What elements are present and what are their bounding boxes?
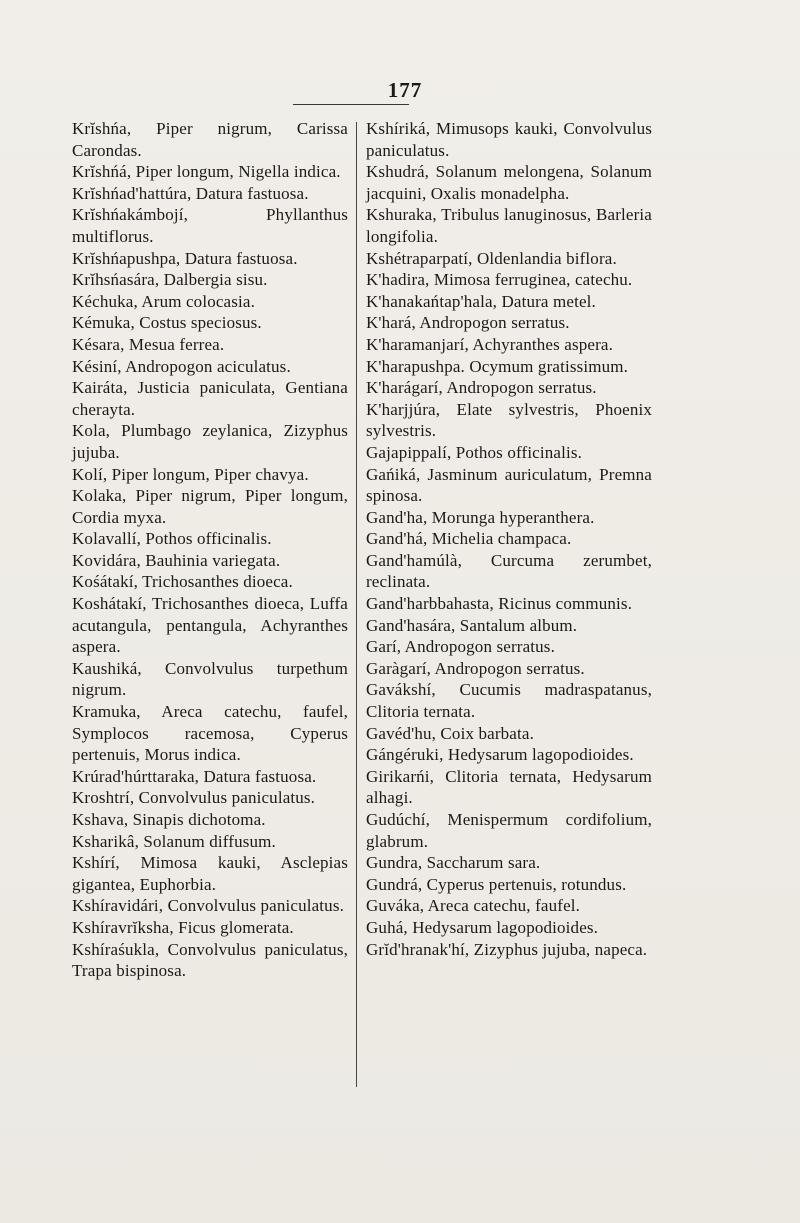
dictionary-entry: Guváka, Areca catechu, faufel.	[366, 896, 581, 916]
dictionary-entry: Gand'hasára, Santalum album.	[366, 615, 578, 635]
left-column	[72, 118, 348, 982]
dictionary-entry: Gavéd'hu, Coix barbata.	[366, 723, 534, 743]
dictionary-entry: Gand'há, Michelia champaca.	[366, 529, 572, 549]
dictionary-entry: Gajapippalí, Pothos officinalis.	[366, 442, 583, 462]
dictionary-entry: Kolaka, Piper nigrum, Piper longum, Cordia myxa.	[72, 486, 348, 527]
dictionary-entry: Krĭshńad'hattúra, Datura fastuosa.	[72, 183, 309, 203]
header-rule	[293, 104, 409, 105]
dictionary-entry: Krĭshńa, Piper nigrum, Carissa Carondas.	[72, 119, 348, 160]
dictionary-entry: Grĭd'hranak'hí, Zizyphus jujuba, napeca.	[366, 939, 648, 959]
dictionary-entry: Gand'ha, Morunga hyperanthera.	[366, 507, 595, 527]
dictionary-entry: Kshíraśukla, Convolvulus paniculatus, Trapa bispinosa.	[72, 939, 348, 981]
dictionary-entry: Kairáta, Justicia paniculata, Gentiana cherayta.	[72, 378, 348, 419]
dictionary-entry: Krĭshńakámbojí, Phyllanthus multiflorus.	[72, 205, 348, 246]
dictionary-entry: Kshava, Sinapis dichotoma.	[72, 810, 266, 829]
dictionary-entry: Kovidára, Bauhinia variegata.	[72, 550, 281, 570]
dictionary-entry: Kshudrá, Solanum melongena, Solanum jacquini, Oxalis monadelpha.	[366, 162, 652, 203]
dictionary-entry: Kshétraparpatí, Oldenlandia biflora.	[366, 248, 617, 268]
dictionary-entry: Guhá, Hedysarum lagopodioides.	[366, 917, 599, 937]
dictionary-entry: Kola, Plumbago zeylanica, Zizyphus jujuba.	[72, 421, 348, 462]
dictionary-entry: Kshuraka, Tribulus lanuginosus, Barleria longifolia.	[366, 205, 652, 246]
dictionary-entry: Gángéruki, Hedysarum lagopodioides.	[366, 745, 634, 765]
dictionary-entry: Késiní, Andropogon aciculatus.	[72, 356, 291, 376]
dictionary-entry: Krĭshńapushpa, Datura fastuosa.	[72, 248, 298, 268]
dictionary-entry: K'hará, Andropogon serratus.	[366, 313, 570, 333]
dictionary-entry: Krúrad'húrttaraka, Datura fastuosa.	[72, 766, 317, 786]
dictionary-entry: Kémuka, Costus speciosus.	[72, 313, 262, 333]
dictionary-entry: K'harjjúra, Elate sylvestris, Phoenix sylvestris.	[366, 399, 652, 441]
dictionary-entry: Garàgarí, Andropogon serratus.	[366, 658, 585, 678]
dictionary-entry: Gundra, Saccharum sara.	[366, 853, 541, 873]
dictionary-entry: Gavákshí, Cucumis madraspatanus, Clitoria ternata.	[366, 680, 652, 722]
dictionary-entry: Krĭshńá, Piper longum, Nigella indica.	[72, 162, 341, 182]
dictionary-entry: Kshíriká, Mimusops kauki, Convolvulus paniculatus.	[366, 119, 652, 160]
dictionary-entry: Gundrá, Cyperus pertenuis, rotundus.	[366, 874, 627, 894]
dictionary-entry: K'hanakańtap'hala, Datura metel.	[366, 291, 596, 311]
dictionary-entry: Kroshtrí, Convolvulus paniculatus.	[72, 788, 316, 808]
dictionary-entry: Kshírí, Mimosa kauki, Asclepias gigantea, Euphorbia.	[72, 853, 348, 894]
dictionary-entry: Ksharikâ, Solanum diffusum.	[72, 831, 276, 851]
dictionary-entry: Kéchuka, Arum colocasia.	[72, 291, 255, 311]
dictionary-entry: Koshátakí, Trichosanthes dioeca, Luffa acutangula, pentangula, Achyranthes aspera.	[72, 594, 348, 657]
dictionary-entry: K'haramanjarí, Achyranthes aspera.	[366, 334, 614, 354]
dictionary-entry: Gańiká, Jasminum auriculatum, Premna spinosa.	[366, 464, 652, 506]
dictionary-entry: Kramuka, Areca catechu, faufel, Symplocos racemosa, Cyperus pertenuis, Morus indica.	[72, 702, 348, 765]
dictionary-entry: Kolavallí, Pothos officinalis.	[72, 529, 272, 549]
dictionary-entry: Gand'harbbahasta, Ricinus communis.	[366, 594, 633, 614]
right-column	[366, 118, 652, 960]
dictionary-entry: Girikarńi, Clitoria ternata, Hedysarum alhagi.	[366, 766, 652, 808]
dictionary-entry: Kośátakí, Trichosanthes dioeca.	[72, 572, 293, 592]
dictionary-entry: Krĭhsńasára, Dalbergia sisu.	[72, 270, 268, 290]
dictionary-entry: K'harapushpa. Ocymum gratissimum.	[366, 356, 629, 376]
dictionary-entry: Gudúchí, Menispermum cordifolium, glabrum.	[366, 810, 652, 851]
dictionary-entry: Késara, Mesua ferrea.	[72, 334, 225, 354]
dictionary-entry: Kaushiká, Convolvulus turpethum nigrum.	[72, 658, 348, 700]
dictionary-entry: Kshíravidári, Convolvulus paniculatus.	[72, 896, 344, 916]
column-divider	[356, 122, 357, 1087]
dictionary-entry: Gand'hamúlà, Curcuma zerumbet, reclinata.	[366, 550, 652, 592]
dictionary-entry: Kolí, Piper longum, Piper chavya.	[72, 464, 309, 484]
dictionary-entry: Kshíravrĭksha, Ficus glomerata.	[72, 917, 294, 937]
page-number: 177	[387, 78, 423, 102]
dictionary-entry: K'hadira, Mimosa ferruginea, catechu.	[366, 270, 633, 290]
dictionary-entry: K'harágarí, Andropogon serratus.	[366, 378, 597, 398]
dictionary-entry: Garí, Andropogon serratus.	[366, 637, 555, 657]
